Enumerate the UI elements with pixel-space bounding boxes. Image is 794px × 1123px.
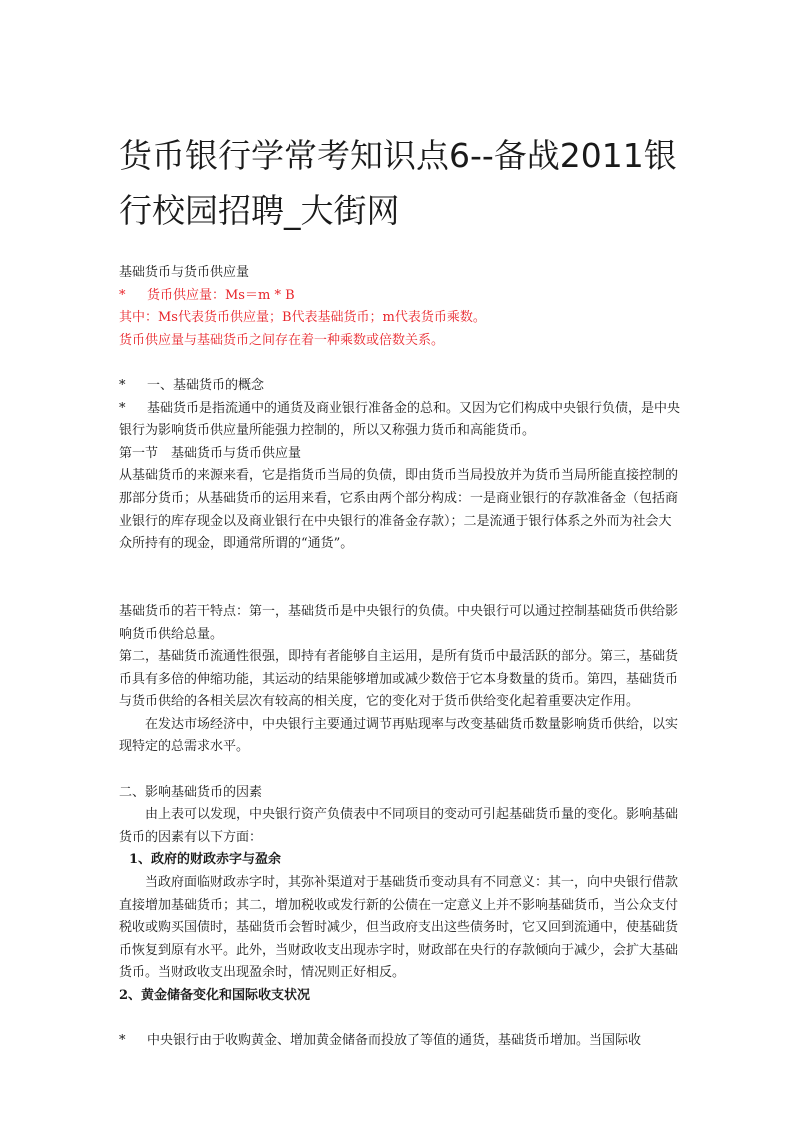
para-formula-legend: 其中：Ms代表货币供应量；B代表基础货币；m代表货币乘数。 — [119, 310, 486, 326]
document-title: 货币银行学常考知识点6--备战2011银行校园招聘_大街网 — [119, 136, 677, 230]
para-developed-market: 在发达市场经济中，中央银行主要通过调节再贴现率与改变基础货币数量影响货币供给，以实现特定的总需求水平。 — [119, 716, 679, 755]
para-chapter: 第一节 基础货币与货币供应量 — [119, 445, 302, 461]
para-source-use: 从基础货币的来源来看，它是指货币当局的负债，即由货币当局投放并为货币当局所能直接控制的那部分货币；从基础货币的运用来看，它系由两个部分构成：一是商业银行的存款准备金（包括商业银行的库存现金以及商业银行在中央银行的准备金存款）；二是流通于银行体系之外而为社会大众所持有的现金，即通常所谓的“通货”。 — [119, 468, 679, 552]
para-section-1: * 一、基础货币的概念 — [119, 377, 265, 393]
para-section-2: 二、影响基础货币的因素 — [119, 784, 263, 800]
para-subheading-2: 2、黄金储备变化和国际收支状况 — [119, 988, 311, 1003]
blank-line — [119, 1008, 681, 1031]
para-heading: 基础货币与货币供应量 — [119, 265, 250, 280]
blank-line — [119, 352, 681, 375]
para-formula: * 货币供应量：Ms＝m * B — [119, 287, 295, 303]
para-gold: * 中央银行由于收购黄金、增加黄金储备而投放了等值的通货，基础货币增加。当国际收 — [119, 1033, 642, 1049]
document-body — [119, 262, 681, 1053]
blank-line — [119, 759, 681, 782]
para-definition: * 基础货币是指流通中的通货及商业银行准备金的总和。又因为它们构成中央银行负债，是中央银行为影响货币供应量所能强力控制的，所以又称强力货币和高能货币。 — [119, 400, 681, 439]
para-fiscal: 当政府面临财政赤字时，其弥补渠道对于基础货币变动具有不同意义：其一，向中央银行借款直接增加基础货币；其二，增加税收或发行新的公债在一定意义上并不影响基础货币，当公众支付税收或购买国债时，基础货币会暂时减少，但当政府支出这些债务时，它又回到流通中，使基础货币恢复到原有水平。此外，当财政收支出现赤字时，财政部在央行的存款倾向于减少，会扩大基础货币。当财政收支出现盈余时，情况则正好相反。 — [119, 875, 679, 981]
para-subheading-1: 1、政府的财政赤字与盈余 — [129, 852, 282, 868]
para-formula-relation: 货币供应量与基础货币之间存在着一种乘数或倍数关系。 — [119, 332, 445, 348]
para-features-2: 第二，基础货币流通性很强，即持有者能够自主运用，是所有货币中最活跃的部分。第三，基础货币具有多倍的伸缩功能，其运动的结果能够增加或减少数倍于它本身数量的货币。第四，基础货币与货币供给的各相关层次有较高的相关度，它的变化对于货币供给变化起着重要决定作用。 — [119, 649, 679, 710]
para-features-1: 基础货币的若干特点：第一，基础货币是中央银行的负债。中央银行可以通过控制基础货币供给影响货币供给总量。 — [119, 603, 679, 642]
para-factors-intro: 由上表可以发现，中央银行资产负债表中不同项目的变动可引起基础货币量的变化。影响基础货币的因素有以下方面： — [119, 807, 679, 845]
blank-line — [119, 556, 681, 579]
blank-line — [119, 578, 681, 601]
